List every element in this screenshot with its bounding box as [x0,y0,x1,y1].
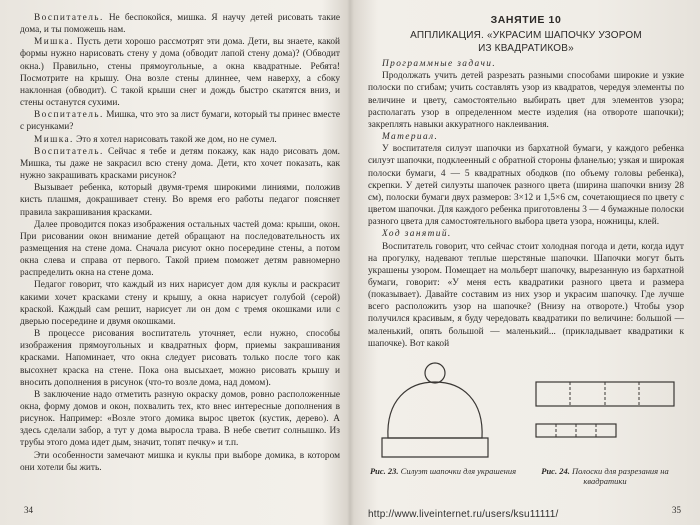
caption-number: Рис. 23. [369,466,399,477]
speaker-label: Воспитатель. [34,13,104,23]
paragraph-4 [20,134,340,146]
figure-24-caption [526,466,684,486]
hat-silhouette-illustration [368,360,518,460]
paragraph-6: Вызывает ребенка, который двумя-тремя широкими линиями, положив кисть плашмя, докрашивает стену. Во время его работы педагог поясняет правила закрашивания красками. [20,183,340,218]
paragraph-9: В процессе рисования воспитатель уточняет, если нужно, способы изображения прямоугольных и квадратных форм, приемы закрашивания красками. Напоминает, что окна следует рисовать только после того как высохнет краска на стене. Пока она высыхает, можно рисовать крышу и вносить дополнения в рисунок (что-то возле дома, над домом). [20,329,340,388]
speaker-label: Мишка. [34,134,74,145]
caption-number: Рис. 24. [541,466,570,477]
paragraph-8: Педагог говорит, что каждый из них нарисует дом для куклы и раскрасит какими хочет красками стену и крышу, а окна нарисует голубой (серой) краской. Каждый сам решит, нарисует ли он дом с тремя окошками или с дверью посередине и двумя окошками. [20,280,340,327]
speaker-label: Мишка. [34,37,74,48]
caption-text: Силуэт шапочки для украшения [400,466,517,477]
figure-23 [368,360,518,476]
figures-row [368,360,684,492]
paragraph-text: Пусть дети хорошо рассмотрят эти дома. Дети, вы знаете, какой формы нужно нарисовать стену у дома (обводит лапой стену дома)? (Обводит окна.) Правильно, стены прямоугольные, а окна квадратные. Ребята! Посмотрите на крышу. Она возле стены длиннее, чем наверху, а сбоку наклонная (обводит). С такой крыши снег и дождь быстро скатятся вниз, и стены останутся сухими. [20,37,340,109]
paragraph-text: Сейчас я тебе и детям покажу, как надо рисовать дом. Мишка, ты даже не закрасил всю стену дома. Дети, кто хочет показать, как нужно закрашивать красками рисунок? [20,146,340,182]
hat-brim [382,438,488,457]
paragraph-text: Это я хотел нарисовать такой же дом, но не сумел. [76,134,277,145]
left-page-number: 34 [24,505,33,515]
figure-23-caption [368,466,518,476]
speaker-label: Воспитатель. [34,146,104,157]
tasks-text: Продолжать учить детей разрезать разными способами широкие и узкие полоски по сгибам; учить составлять узор из квадратов, чередуя элементы по величине и цвету, самостоятельно выбирать цвет для элементов узора; располагать узор в определенном месте изделия (на отвороте шапочки); закреплять навыки аккуратного наклеивания. [368,71,684,130]
caption-text: Полоски для разрезания на квадратики [571,466,669,487]
topic-line-2: ИЗ КВАДРАТИКОВ» [478,42,574,54]
topic-line-1: АППЛИКАЦИЯ. «УКРАСИМ ШАПОЧКУ УЗОРОМ [410,30,642,42]
paragraph-text: Мишка, что это за лист бумаги, который ты принес вместе с рисунками? [20,110,341,133]
right-page-number: 35 [672,505,681,515]
material-text: У воспитателя силуэт шапочки из бархатной бумаги, у каждого ребенка силуэт шапочки, подклеенный с обратной стороны фланелью; узкая и широкая полоски бумаги, 4 — 5 квадратных ободков (по объему головы ребенка), скрепки. У детей силуэты шапочек разного цвета (ширина шапочки внизу 28 см), полоски бумаги двух размеров: 3×12 и 1,5×6 см, сочетающиеся по цвету с цветом шапочки. Для каждого ребенка приготовлены 3 — 4 бумажные полоски разного цвета для самостоятельного выбора цвета узора, ножницы, клей. [368,144,684,228]
paragraph-10: В заключение надо отметить разную окраску домов, ровно расположенные окна, форму домов и окон, похвалить тех, кто внес интересные дополнения в рисунок. Например: «Возле этого домика вырос цветок (кустик, дерево). А здесь сделали забор, а тут у дома выросла трава. В небе светит солнышко. Из трубы этого дома идет дым, значит, топят печку» и т.п. [20,389,340,449]
paragraph-text: Не беспокойся, мишка. Я научу детей рисовать такие дома, и ты поможешь нам. [20,13,340,36]
heading-material: Материал. [382,132,439,143]
right-page [368,12,684,492]
hat-pompom [425,363,445,383]
paragraph-2 [20,36,340,109]
paragraph-7: Далее проводится показ изображения остальных частей дома: крыши, окон. При рисовании окон внимание детей обращают на последовательность их размещения на стене дома. Сначала рисуют окно посередине стены, а потом окна слева и справа от первого. Такой прием поможет детям равномерно распределить окна на стене дома. [20,219,340,279]
heading-tasks: Программные задачи. [382,59,497,70]
lesson-topic [368,30,684,55]
paragraph-1 [20,12,340,36]
speaker-label: Воспитатель. [34,110,104,121]
paper-strips-illustration [526,360,684,460]
watermark-url: http://www.liveinternet.ru/users/ksu11111/ [368,509,559,520]
figure-24 [526,360,684,486]
paragraph-5 [20,146,340,182]
course-text: Воспитатель говорит, что сейчас стоит холодная погода и дети, когда идут на прогулку, надевают теплые шерстяные шапочки. Шапочки могут быть украшены узором. Помещает на мольберт шапочку, вырезанную из бархатной бумаги, говорит: «У меня есть квадратики разного цвета и размера (показывает). Давайте составим из них узор и украсим шапочку. Где лучше всего расположить узор на шапочке? (Внизу на отвороте.) Чтобы узор получился красивым, я буду чередовать квадратики по величине: большой — маленький, опять большой — маленький... (прикладывает квадратики к шапочке). Вот какой [368,241,684,349]
lesson-title: ЗАНЯТИЕ 10 [490,14,562,26]
hat-crown [388,382,482,438]
paragraph-11: Эти особенности замечают мишка и куклы при выборе домика, в котором они хотели бы жить. [20,450,340,473]
paragraph-3 [20,109,340,133]
heading-course: Ход занятий. [382,229,452,240]
left-page [20,12,340,474]
